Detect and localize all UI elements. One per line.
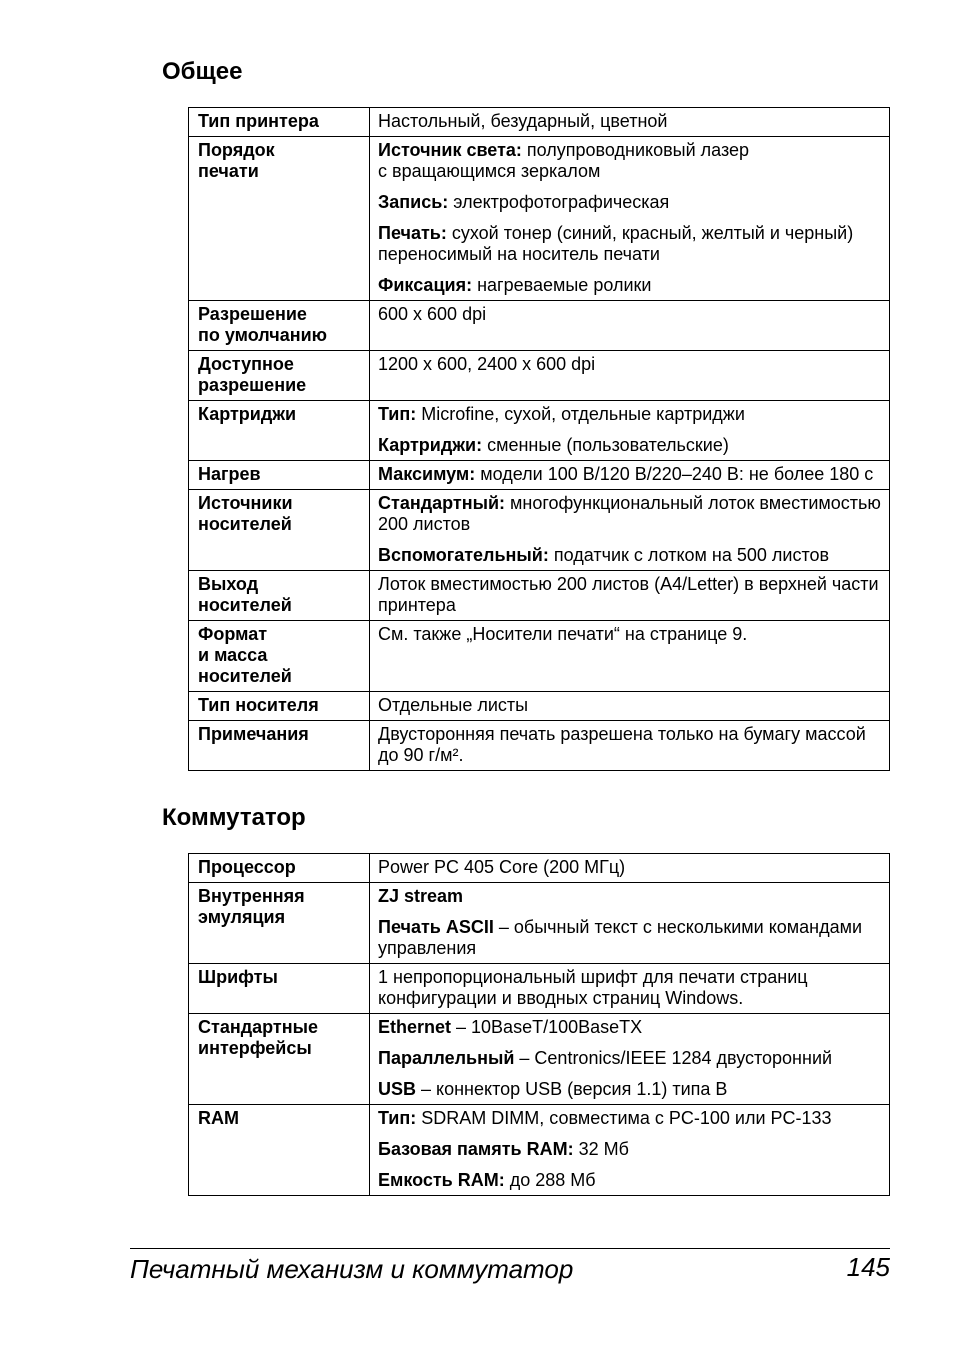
spec-value bbox=[370, 571, 890, 621]
spec-label: Примечания bbox=[189, 721, 370, 771]
spec-label: Процессор bbox=[189, 854, 370, 883]
spec-value bbox=[370, 137, 890, 301]
spec-value bbox=[370, 883, 890, 964]
spec-label: Картриджи bbox=[189, 401, 370, 461]
spec-entry-text: – 10BaseT/100BaseTX bbox=[451, 1017, 643, 1037]
spec-entry-text: 600 x 600 dpi bbox=[378, 304, 487, 324]
spec-row bbox=[189, 351, 890, 401]
spec-entry-text: сухой тонер (синий, красный, желтый и черный) переносимый на носитель печати bbox=[378, 223, 854, 264]
spec-entry-label: Емкость RAM: bbox=[378, 1170, 505, 1190]
spec-entry bbox=[378, 967, 883, 1009]
spec-entry bbox=[378, 724, 883, 766]
spec-label: Тип принтера bbox=[189, 108, 370, 137]
spec-entry-text: податчик с лотком на 500 листов bbox=[548, 545, 830, 565]
spec-entry-text: См. также „Носители печати“ на странице 9. bbox=[378, 624, 748, 644]
spec-entry bbox=[378, 1017, 883, 1038]
spec-entry-text: 1200 x 600, 2400 x 600 dpi bbox=[378, 354, 596, 374]
spec-label: RAM bbox=[189, 1105, 370, 1196]
spec-entry bbox=[378, 404, 883, 425]
spec-label: Внутренняя эмуляция bbox=[189, 883, 370, 964]
controller-spec-table bbox=[188, 853, 890, 1196]
spec-entry-label: Печать ASCII bbox=[378, 917, 494, 937]
spec-entry-text: многофункциональный лоток вместимостью 200 листов bbox=[378, 493, 881, 534]
spec-row bbox=[189, 137, 890, 301]
spec-entry-label: Запись: bbox=[378, 192, 449, 212]
spec-row bbox=[189, 854, 890, 883]
spec-entry-text: Microfine, сухой, отдельные картриджи bbox=[416, 404, 745, 424]
general-spec-body bbox=[189, 108, 890, 771]
footer-title: Печатный механизм и коммутатор bbox=[130, 1254, 574, 1284]
spec-entry bbox=[378, 111, 883, 132]
spec-entry bbox=[378, 140, 883, 182]
section-title-general: Общее bbox=[162, 58, 243, 85]
spec-label: Доступное разрешение bbox=[189, 351, 370, 401]
page-number: 145 bbox=[846, 1252, 890, 1282]
spec-row bbox=[189, 883, 890, 964]
spec-entry bbox=[378, 275, 883, 296]
spec-entry-text: Отдельные листы bbox=[378, 695, 529, 715]
spec-entry-label: Тип: bbox=[378, 404, 417, 424]
spec-value bbox=[370, 401, 890, 461]
spec-label: Источники носителей bbox=[189, 490, 370, 571]
spec-entry-text: 32 Мб bbox=[573, 1139, 629, 1159]
spec-row bbox=[189, 401, 890, 461]
spec-entry bbox=[378, 857, 883, 878]
spec-value bbox=[370, 964, 890, 1014]
spec-label: Формат и масса носителей bbox=[189, 621, 370, 692]
spec-value bbox=[370, 301, 890, 351]
spec-entry-label: Печать: bbox=[378, 223, 447, 243]
spec-entry-label: Ethernet bbox=[378, 1017, 452, 1037]
spec-row bbox=[189, 301, 890, 351]
spec-label: Тип носителя bbox=[189, 692, 370, 721]
spec-value bbox=[370, 721, 890, 771]
spec-row bbox=[189, 461, 890, 490]
spec-entry-text: электрофотографическая bbox=[448, 192, 670, 212]
spec-entry-text: полупроводниковый лазер с вращающимся зеркалом bbox=[378, 140, 750, 181]
spec-entry bbox=[378, 695, 883, 716]
spec-entry bbox=[378, 917, 883, 959]
spec-entry-text: сменные (пользовательские) bbox=[482, 435, 729, 455]
spec-entry bbox=[378, 545, 883, 566]
spec-value bbox=[370, 1105, 890, 1196]
spec-row bbox=[189, 490, 890, 571]
section-title-controller: Коммутатор bbox=[162, 804, 306, 831]
spec-entry-label: Фиксация: bbox=[378, 275, 473, 295]
spec-entry bbox=[378, 1079, 883, 1100]
spec-value bbox=[370, 692, 890, 721]
spec-label: Нагрев bbox=[189, 461, 370, 490]
spec-entry-label: ZJ stream bbox=[378, 886, 464, 906]
spec-entry-text: до 288 Мб bbox=[504, 1170, 596, 1190]
spec-label: Порядок печати bbox=[189, 137, 370, 301]
spec-entry bbox=[378, 192, 883, 213]
spec-entry-text: нагреваемые ролики bbox=[472, 275, 652, 295]
spec-value bbox=[370, 461, 890, 490]
spec-entry-label: Вспомогательный: bbox=[378, 545, 549, 565]
spec-entry bbox=[378, 574, 883, 616]
spec-entry bbox=[378, 1048, 883, 1069]
spec-row bbox=[189, 692, 890, 721]
spec-row bbox=[189, 721, 890, 771]
spec-entry-text: SDRAM DIMM, совместима с PC-100 или PC-133 bbox=[416, 1108, 832, 1128]
spec-entry-text: модели 100 В/120 В/220–240 В: не более 180 с bbox=[475, 464, 874, 484]
spec-entry-label: USB bbox=[378, 1079, 417, 1099]
spec-entry bbox=[378, 223, 883, 265]
spec-entry-text: – коннектор USB (версия 1.1) типа В bbox=[416, 1079, 728, 1099]
spec-value bbox=[370, 1014, 890, 1105]
spec-entry-label: Картриджи: bbox=[378, 435, 483, 455]
spec-entry-label: Тип: bbox=[378, 1108, 417, 1128]
spec-entry-text: Лоток вместимостью 200 листов (A4/Letter) в верхней части принтера bbox=[378, 574, 879, 615]
spec-entry bbox=[378, 435, 883, 456]
spec-label: Шрифты bbox=[189, 964, 370, 1014]
spec-entry-text: Power PC 405 Core (200 МГц) bbox=[378, 857, 626, 877]
spec-row bbox=[189, 571, 890, 621]
spec-row bbox=[189, 108, 890, 137]
general-spec-table bbox=[188, 107, 890, 771]
spec-row bbox=[189, 964, 890, 1014]
spec-value bbox=[370, 108, 890, 137]
footer-divider bbox=[130, 1248, 890, 1249]
spec-entry bbox=[378, 886, 883, 907]
spec-entry-label: Параллельный bbox=[378, 1048, 515, 1068]
spec-entry bbox=[378, 354, 883, 375]
spec-entry bbox=[378, 624, 883, 645]
spec-entry-text: – обычный текст с несколькими командами управления bbox=[378, 917, 863, 958]
spec-entry-label: Источник света: bbox=[378, 140, 522, 160]
spec-entry bbox=[378, 304, 883, 325]
spec-entry bbox=[378, 464, 883, 485]
spec-entry-label: Базовая память RAM: bbox=[378, 1139, 574, 1159]
spec-entry bbox=[378, 1139, 883, 1160]
spec-value bbox=[370, 854, 890, 883]
spec-entry-text: 1 непропорциональный шрифт для печати страниц конфигурации и вводных страниц Windows. bbox=[378, 967, 808, 1008]
spec-entry-label: Максимум: bbox=[378, 464, 476, 484]
spec-entry bbox=[378, 1170, 883, 1191]
spec-row bbox=[189, 1105, 890, 1196]
spec-row bbox=[189, 621, 890, 692]
spec-entry bbox=[378, 493, 883, 535]
spec-entry-text: Двусторонняя печать разрешена только на бумагу массой до 90 г/м². bbox=[378, 724, 866, 765]
controller-spec-body bbox=[189, 854, 890, 1196]
spec-label: Разрешение по умолчанию bbox=[189, 301, 370, 351]
spec-value bbox=[370, 621, 890, 692]
spec-entry-text: Настольный, безударный, цветной bbox=[378, 111, 668, 131]
spec-value bbox=[370, 490, 890, 571]
spec-entry-text: – Centronics/IEEE 1284 двусторонний bbox=[514, 1048, 833, 1068]
spec-entry-label: Стандартный: bbox=[378, 493, 506, 513]
spec-entry bbox=[378, 1108, 883, 1129]
spec-value bbox=[370, 351, 890, 401]
spec-label: Выход носителей bbox=[189, 571, 370, 621]
spec-label: Стандартные интерфейсы bbox=[189, 1014, 370, 1105]
spec-row bbox=[189, 1014, 890, 1105]
